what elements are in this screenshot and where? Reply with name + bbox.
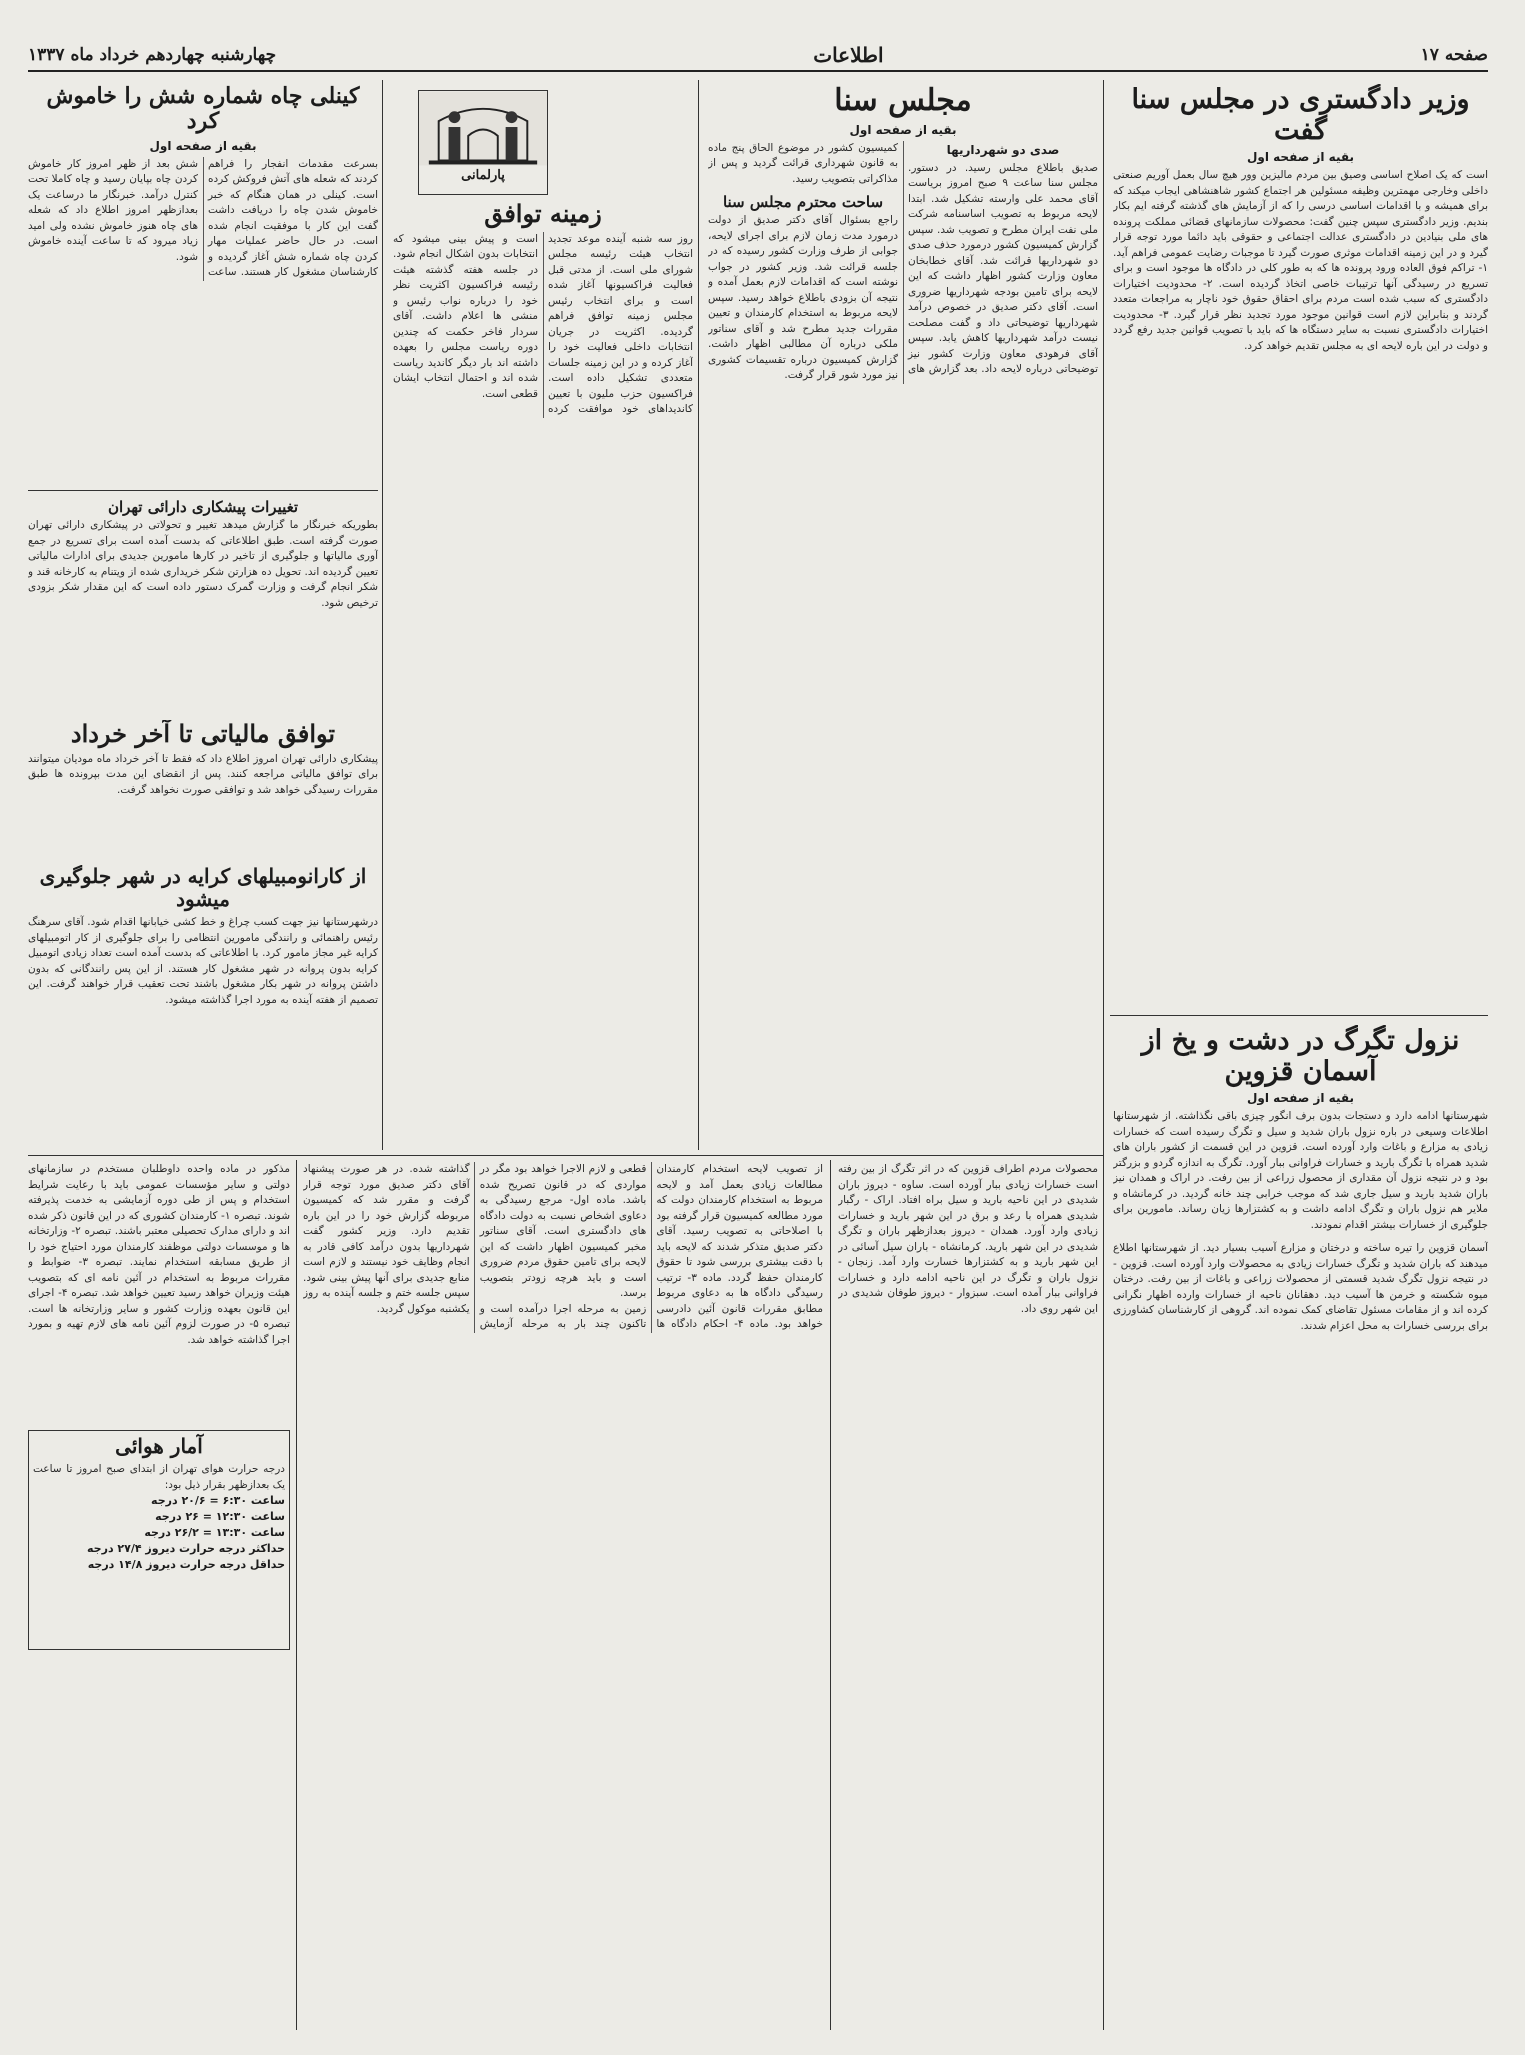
article-senate-title: مجلس سنا	[834, 84, 972, 118]
article-minister	[1113, 84, 1488, 1009]
article-wells-body: بسرعت مقدمات انفجار را فراهم کردند که شعله های آتش فروکش کرده است. کینلی در همان هنگام که خبر خاموش شدن چاه را دریافت داشت گفت این کار با موفقیت انجام شده است. در حال حاضر عملیات مهار کردن چاه شماره شش آغاز گردیده و کارشناسان مشغول کار هستند. ساعت شش بعد از ظهر امروز کار خاموش کردن چاه بپایان رسید و چاه کاملا تحت کنترل درآمد. خبرنگار ما درساعت یک بعدازظهر امروز اطلاع داد که شعله های چاه هنوز خاموش نشده ولی امید زیاد میرود که تا ساعت آینده خاموش شود.	[28, 157, 378, 279]
article-senate	[708, 84, 1098, 1149]
article-wells-continued: بقیه از صفحه اول	[149, 138, 257, 153]
article-rain-body-cont: آسمان قزوین را تیره ساخته و درختان و مزارع آسیب بسیار دید. از شهرستانها اطلاع میدهند که باران شدید و تگرگ خسارات زیادی به محصولات وارد آورده است. قزوین - در نتیجه نزول تگرگ شدید قسمتی از محصولات زراعی و باغات از بین رفت. درختان میوه شکسته و خرمن ها آسیب دید. دهقانان ناحیه از خسارات وارده اظهار نگرانی کرده اند و از مقامات مسئول تقاضای کمک نموده اند. گروهی از کارشناسان کشاورزی برای بررسی خسارات به محل اعزام شدند.	[1113, 1242, 1488, 1332]
article-taxes-title: تغییرات پیشکاری دارائی تهران	[107, 498, 299, 516]
parliament-logo-label: پارلمانی	[461, 168, 505, 183]
article-taxis-body: درشهرستانها نیز جهت کسب چراغ و خط کشی خیابانها اقدام شود. آقای سرهنگ رئیس راهنمائی و رانندگی مامورین انتظامی را برای جلوگیری از کار اتومبیلهای کرایه غیر مجاز مامور کرد. با اطلاعاتی که بدست آمده است تعداد زیادی اتومبیل کرایه بدون پروانه در شهر مشغول کار هستند. از این پس رانندگانی که بدون داشتن پروانه در شهر بکار مشغول باشند تحت تعقیب قرار خواهند گرفت. این تصمیم از هفته آینده به مورد اجرا گذاشته میشود.	[28, 916, 378, 1006]
article-senate-session-title: ساحت محترم مجلس سنا	[722, 193, 884, 211]
article-taxis	[28, 865, 378, 1150]
article-wells	[28, 84, 378, 484]
article-taxes	[28, 496, 378, 711]
weather-intro: درجه حرارت هوای تهران از ابتدای صبح امروز تا ساعت یک بعدازظهر بقرار ذیل بود:	[33, 1463, 285, 1491]
newspaper-page	[28, 40, 1488, 2030]
masthead-page-label: صفحه ۱۷	[1420, 45, 1488, 65]
article-agreement-title: زمینه توافق	[484, 200, 602, 228]
article-senate-body: صدیق باطلاع مجلس رسید. در دستور. مجلس سنا ساعت ۹ صبح امروز بریاست آقای محمد علی وارسته تشکیل شد. ابتدا لایحه مربوط به تصویب اساسنامه شرکت ملی نفت ایران مطرح و تصویب شد. سپس گزارش کمیسیون کشور درمورد حذف صدی دو شهرداریها قرائت شد. آقای خطابخان معاون وزارت کشور اظهار داشت که این لایحه برای تامین بودجه شهرداریها ضروری است. آقای دکتر صدیق در خصوص درآمد شهرداریها توضیحاتی داد و گفت مصلحت نیست درآمد شهرداریها کاهش یابد. سپس آقای فرهودی معاون وزارت کشور نیز توضیحاتی درباره لایحه داد. بعد گزارش های کمیسیون کشور در موضوع الحاق پنج ماده به قانون شهرداری قرائت گردید و پس از مذاکراتی بتصویب رسید.	[708, 141, 1098, 375]
article-taxis-title: از کارانومبیلهای کرایه در شهر جلوگیری میشود	[39, 865, 367, 911]
column-rule	[296, 1160, 297, 2030]
article-taxes-body: بطوریکه خبرنگار ما گزارش میدهد تغییر و تحولاتی در پیشکاری دارائی تهران صورت گرفته است. طبق اطلاعاتی که بدست آمده است برای تسریع در جمع آوری مالیاتها و جلوگیری از تاخیر در کارها مامورین جدیدی برای ادارات مالیاتی تعیین گردیده اند. تحویل ده هزارتن شکر خریداری شده از ویتنام به کارخانه قند و شکر انجام گرفت و وزارت گمرک دستور داده است که این مقدار شکر بزودی ترخیص شود.	[28, 519, 378, 609]
article-bottom-left	[28, 1162, 290, 1422]
parliament-logo-box	[418, 90, 548, 195]
article-rain	[1113, 1025, 1488, 2025]
article-senate-continued: بقیه از صفحه اول	[849, 122, 957, 137]
section-rule	[28, 490, 378, 491]
weather-box	[28, 1430, 290, 1650]
article-center-bottom-body: از تصویب لایحه استخدام کارمندان مطالعات زیادی بعمل آمد و لایحه مربوط به استخدام کارمندان دولت که مورد مطالعه کمیسیون قرار گرفته بود با اصلاحاتی به تصویب رسید. آقای دکتر صدیق متذکر شدند که لایحه باید با دقت بیشتری بررسی شود تا حقوق کارمندان حفظ گردد. ماده ۳- ترتیب رسیدگی دادگاه ها به دعاوی مربوط مطابق مقررات قانون آئین دادرسی خواهد بود. ماده ۴- احکام دادگاه ها قطعی و لازم الاجرا خواهد بود مگر در مواردی که در قانون تصریح شده باشد. ماده اول- مرجع رسیدگی به دعاوی اشخاص نسبت به دولت دادگاه های دادگستری است. آقای سناتور مخبر کمیسیون اظهار داشت که این لایحه برای تامین حقوق مردم ضروری است و باید هرچه زودتر بتصویب برسد.	[479, 1163, 823, 1330]
article-bottom-left-body: مذکور در ماده واحده داوطلبان مستخدم در سازمانهای دولتی و سایر مؤسسات عمومی باید با رعایت شرایط استخدام و پس از طی دوره آزمایشی به خدمت پذیرفته شوند. تبصره ۱- کارمندان کشوری که در این قانون ذکر شده اند و دارای مدارک تحصیلی معتبر باشند. تبصره ۲- وزارتخانه ها و موسسات دولتی موظفند کارمندان مورد احتیاج خود را از طریق مسابقه استخدام نمایند. تبصره ۳- ضوابط و مقررات مربوط به استخدام در آئین نامه ای که بتصویب هیئت وزیران خواهد رسید تعیین خواهد شد. تبصره ۴- اجرای این قانون بعهده وزارت کشور و سایر وزارتخانه ها است. تبصره ۵- در صورت لزوم آئین نامه های لازم تهیه و بمورد اجرا گذاشته خواهد شد.	[28, 1163, 290, 1346]
masthead	[28, 40, 1488, 72]
column-rule	[382, 80, 383, 1150]
article-agreement	[393, 200, 693, 1150]
weather-line: ساعت ۱۳:۳۰ = ۲۶/۲ درجه	[144, 1526, 285, 1539]
masthead-date: چهارشنبه چهاردهم خرداد ماه ۱۳۳۷	[28, 45, 277, 65]
article-minister-continued: بقیه از صفحه اول	[1246, 150, 1354, 165]
article-center-right-bottom-body: زمین به مرحله اجرا درآمده است و تاکنون چند بار به مرحله آزمایش گذاشته شده. در هر صورت پیشنهاد آقای دکتر صدیق مورد توجه قرار گرفت و مقرر شد که کمیسیون مربوطه گزارش خود را در این باره تقدیم دارد. وزیر کشور گفت شهرداریها بدون درآمد کافی قادر به انجام وظایف خود نیستند و لازم است منابع جدیدی برای آنها پیش بینی شود. سپس جلسه ختم و جلسه آینده به روز یکشنبه موکول گردید.	[303, 1163, 647, 1330]
weather-line: حداکثر درجه حرارت دیروز ۲۷/۴ درجه	[87, 1542, 285, 1555]
article-minister-body: است که یک اصلاح اساسی وصیق بین مردم مالیزین وور هیچ سال بعمل آوریم صنعتی داخلی وخارجی مهمترین وظیفه مسئولین هر اجتماع کشور شاهنشاهی ایجاب میکند که برای همیشه و با اقدامات اساسی درسی را که از آزمایش های گذشته گرفته ایم بکار بندیم. وزیر دادگستری سپس چنین گفت: محصولات سازمانهای قضائی مملکت پرونده های ملی بنیادین در دادگستری عدالت اجتماعی و حقوقی باید دائما مورد توجه قرار گیرد و در این زمینه اقدامات موثری صورت گیرد تا موجبات رضایت عمومی فراهم آید. ۱- تراکم فوق العاده ورود پرونده ها که به طور کلی در دادگاه ها موجود است و برای تسریع در رسیدگی آنها ترتیبات خاصی اتخاذ گردیده است. ۲- محدودیت اختیارات دادگستری که سبب شده است مردم برای احقاق حقوق خود ناچار به مراجعات متعدد گردند و بنابراین لازم است قوانین موجود مورد تجدید نظر قرار گیرد. ۳- محدودیت اختیارات دادگستری نسبت به سایر دستگاه ها که باید با تصویب قوانین جدید رفع گردد و دولت در این باره لایحه ای به مجلس تقدیم خواهد کرد.	[1113, 169, 1488, 352]
article-floods-body: محصولات مردم اطراف قزوین که در اثر تگرگ از بین رفته است خسارات زیادی ببار آورده است. ساوه - دیروز باران شدیدی در این ناحیه بارید و سیل براه افتاد. اراک - رگبار شدیدی همراه با رعد و برق در این شهر بارید و خسارات زیادی وارد آورد. همدان - دیروز بعدازظهر باران و تگرگ شدیدی در این شهر بارید. کرمانشاه - باران سیل آسائی در این شهر بارید و به کشتزارها خسارت وارد آمد. زنجان - نزول باران و تگرگ در این ناحیه ادامه دارد و خسارات فراوانی ببار آمده است. سبزوار - دیروز طوفان شدیدی در این شهر روی داد.	[838, 1163, 1098, 1315]
article-minister-title: وزیر دادگستری در مجلس سنا گفت	[1131, 84, 1470, 147]
article-rain-continued: بقیه از صفحه اول	[1246, 1091, 1354, 1106]
weather-line: ساعت ۱۲:۳۰ = ۲۶ درجه	[155, 1510, 285, 1523]
article-rain-title: نزول تگرگ در دشت و یخ از آسمان قزوین	[1141, 1025, 1460, 1088]
article-tax-deal-title: توافق مالیاتی تا آخر خرداد	[70, 720, 336, 748]
section-rule	[28, 1155, 1103, 1156]
article-rain-body: شهرستانها ادامه دارد و دستجات بدون برف انگور چیزی باقی نگذاشته. از شهرستانها اطلاعات وسیعی در باره نزول باران شدید و سیل و تگرگ رسیده است که خسارات زیادی به مزارع و باغات وارد آورده است. قزوین در این قسمت از کشور باران های شدید همراه با تگرگ بارید و خسارات فراوانی ببار آورد. تگرگ به اندازه گردو و بزرگتر بود و در نتیجه نزول آن مقداری از محصول زراعی از بین رفت. در اراک و همدان نیز باران شدید بارید و سیل جاری شد که موجب خرابی چند خانه گردید. در کرمانشاه و ملایر هم نزول باران و تگرگ ادامه داشت و به کشتزارها زیان رساند. مامورین برای جلوگیری از خسارات بیشتر اقدام نمودند.	[1113, 1110, 1488, 1231]
weather-line: ساعت ۶:۳۰ = ۲۰/۶ درجه	[151, 1494, 285, 1507]
article-floods	[838, 1162, 1098, 2022]
column-rule	[1103, 80, 1104, 2030]
article-center-bottom	[303, 1162, 823, 2022]
column-rule	[830, 1160, 831, 2030]
article-tax-deal	[28, 720, 378, 860]
article-senate-subhead: صدی دو شهرداریها	[946, 142, 1060, 157]
article-wells-title: کینلی چاه شماره شش را خاموش کرد	[46, 84, 360, 135]
parliament-building-icon	[419, 91, 547, 166]
column-rule	[698, 80, 699, 1150]
weather-line: حداقل درجه حرارت دیروز ۱۴/۸ درجه	[87, 1558, 285, 1571]
weather-title: آمار هوائی	[115, 1434, 203, 1458]
article-senate-session-body: راجع بسئوال آقای دکتر صدیق از دولت درمورد مدت زمان لازم برای اجرای لایحه، جوابی از طرف وزارت کشور رسیده که در جلسه قرائت شد. وزیر کشور در جواب نوشته است که اقدامات لازم بعمل آمده و نتیجه آن بزودی باطلاع خواهد رسید. سپس لایحه مربوط به استخدام کارمندان و تعیین مقررات جدید مطرح شد و آقای سناتور ملکی درباره آن مطالبی اظهار داشت. گزارش کمیسیون درباره تقسیمات کشوری نیز مورد شور قرار گرفت.	[708, 214, 898, 381]
masthead-paper-name: اطلاعات	[813, 43, 884, 67]
section-rule	[1110, 1015, 1488, 1016]
article-tax-deal-body: پیشکاری دارائی تهران امروز اطلاع داد که فقط تا آخر خرداد ماه مودیان میتوانند برای توافق مالیاتی مراجعه کنند. پس از انقضای این مدت بپرونده ها طبق مقررات رسیدگی خواهد شد و توافقی صورت نخواهد گرفت.	[28, 752, 378, 796]
article-agreement-body: روز سه شنبه آینده موعد تجدید انتخاب هیئت رئیسه مجلس شورای ملی است. از مدتی قبل فعالیت فراکسیونها آغاز شده است و برای انتخاب رئیس مجلس زمینه توافق فراهم گردیده. اکثریت در جریان انتخابات داخلی فعالیت خود را آغاز کرده و در این زمینه جلسات متعددی تشکیل داده است. فراکسیون حزب ملیون با تعیین کاندیداهای خود موافقت کرده است و پیش بینی میشود که انتخابات بدون اشکال انجام شود. در جلسه هفته گذشته هیئت رئیسه فراکسیون اکثریت نظر خود را درباره نواب رئیس و منشی ها اعلام داشت. آقای سردار فاخر حکمت که چندین دوره ریاست مجلس را بعهده داشته اند بار دیگر کاندید ریاست شده اند و احتمال انتخاب ایشان قطعی است.	[393, 232, 693, 416]
